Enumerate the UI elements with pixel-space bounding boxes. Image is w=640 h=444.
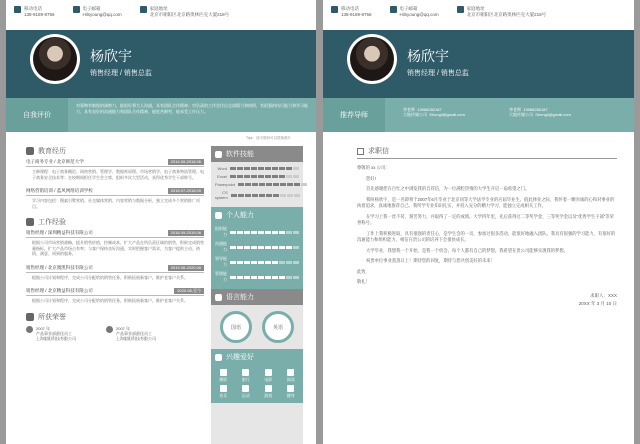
- profile-title: 销售经理 / 销售总监: [407, 70, 469, 77]
- resume-page: [6, 0, 316, 444]
- cover-letter-page: [323, 0, 634, 444]
- language-circle: 国语: [220, 311, 252, 343]
- tips-text: Tips：选中图形可以替换图片: [246, 136, 291, 140]
- hobby-item: 电影: [258, 369, 279, 383]
- cover-letter: [357, 146, 617, 308]
- awards-heading: 所获荣誉: [26, 312, 204, 322]
- self-eval-text: 对事物有敏锐的洞察力，能很好将大人沟通，具有团队合作精神；对负责的工作会付出全部精力和热情，有很强的执行能力和学习能力，具有良好的沟通能力和团队合作精神，能吃苦耐劳，能承受工作压力。: [76, 103, 308, 114]
- work-entry: 销售经理 / 北京精益科技有限公司 2020.08-至今 根据公司计划和程序，完成公司分配给的销售任务，积极拓展新客户，维护老客户关系。: [26, 288, 204, 304]
- trophy-icon: [106, 326, 113, 333]
- software-heading: 软件技能: [211, 146, 303, 162]
- left-column: [26, 146, 204, 341]
- letter-paragraph: 我叫杨欣宇，是一名即将于2007年6月毕业于北京同等大学法学专业的应届毕业生。值此择业之际，我怀着一颗赤诚的心和对事业的执着追求，真诚地推荐自己。我所学专业知识扎实，并投入充分的精力学习，能独立完成相关工作。: [357, 196, 615, 208]
- language-heading: 语言能力: [211, 289, 303, 305]
- awards-list: [26, 326, 204, 341]
- self-eval-label: 自我评价: [6, 98, 68, 132]
- chat-icon: [215, 294, 222, 301]
- book-icon: [287, 369, 294, 376]
- letter-greeting: 尊敬的 xx 公司：: [357, 165, 390, 170]
- letter-paragraph: 首先感谢您在百忙之中浏览我的自荐信，为一位满腔热情的大学生开启一扇希望之门。: [366, 186, 530, 191]
- mentor-label: 推荐导师: [323, 98, 385, 132]
- music-icon: [220, 385, 227, 392]
- work-entry: 销售经理 / 北京澳凯科技有限公司 2019.06-2020.08 根据公司计划和程序，完成公司分配给的销售任务，积极拓展新客户，维护老客户关系。: [26, 265, 204, 281]
- dumbbell-icon: [287, 385, 294, 392]
- contact-phone: 移动电话 138-9189-8756: [14, 6, 55, 18]
- contact-email: 电子邮箱 Hilsyoung@qq.com: [390, 6, 439, 18]
- self-eval-band: [6, 98, 316, 132]
- right-column: [211, 146, 303, 444]
- computer-icon: [215, 151, 222, 158]
- skill-row: Word: [215, 166, 299, 171]
- home-icon: [457, 6, 464, 13]
- run-icon: [242, 385, 249, 392]
- ability-heading: 个人能力: [211, 207, 303, 223]
- skill-row: Powerpoint: [215, 182, 299, 187]
- profile-name: 杨欣宇: [407, 48, 449, 64]
- skill-bar: [230, 246, 299, 249]
- skill-bar: [230, 167, 299, 170]
- header-banner: [6, 30, 316, 98]
- letter-paragraph: 大学毕业，我想我一个开始，是我一个机会。每个人都有自己的梦想，我希望在贵公司能够实现我的梦想。: [366, 247, 568, 253]
- hobby-heading: 兴趣爱好: [211, 349, 303, 365]
- skill-row: CS system: [215, 190, 299, 200]
- hobby-item: 音乐: [213, 385, 234, 399]
- education-heading: 教育经历: [26, 146, 204, 156]
- hobby-item: 健身: [281, 385, 302, 399]
- contact-bar: [6, 0, 316, 30]
- software-skills: [211, 162, 303, 207]
- letter-paragraph: 工作上我积极进取，具有很强的责任心，是学生会的一员，参加过很多活动，能很好地融入团队。我具有很强的学习能力，有很好的沟通能力和组织能力，相信在贵公司的培养下会很快成长。: [357, 230, 616, 242]
- profile-title: 销售经理 / 销售总监: [90, 70, 152, 77]
- mentor-1: 李老师 13966282187 大地传媒公司 Shongli@gmail.com: [403, 107, 465, 117]
- plane-icon: [242, 369, 249, 376]
- contact-phone: 移动电话 138-9189-8756: [331, 6, 372, 18]
- contact-bar: [323, 0, 634, 30]
- document-icon: [357, 148, 364, 155]
- home-icon: [140, 6, 147, 13]
- skill-bar: [230, 261, 299, 264]
- award-item: 2007 年 产品事业部最佳员工 上海毅阳科技有限公司: [106, 326, 156, 341]
- letter-salute: 敬礼！: [357, 279, 370, 284]
- contact-address: 家庭地址 北京市朝阳区北京路奥林匹克大厦218号: [140, 6, 230, 18]
- heart-icon: [215, 354, 222, 361]
- skill-row: 组织能力: [215, 226, 299, 238]
- skill-bar: [230, 231, 299, 234]
- camera-icon: [220, 369, 227, 376]
- gamepad-icon: [265, 385, 272, 392]
- contact-address: 家庭地址 北京市朝阳区北京路奥林匹克大厦218号: [457, 6, 547, 18]
- medal-icon: [26, 313, 34, 321]
- mentor-2: 李老师 13966282187 大地传媒公司 Shongli@gmail.com: [509, 107, 571, 117]
- hobby-grid: [211, 365, 303, 403]
- profile-name: 杨欣宇: [90, 48, 132, 64]
- people-icon: [215, 212, 222, 219]
- skill-bar: [230, 276, 299, 279]
- hobby-item: 游戏: [258, 385, 279, 399]
- ability-skills: [211, 223, 303, 289]
- skill-row: 沟通能力: [215, 241, 299, 253]
- letter-paragraph: 祝贵单位事业蒸蒸日上！期待您的回复，期待与您共创美好的未来！: [366, 258, 495, 263]
- film-icon: [265, 369, 272, 376]
- phone-icon: [331, 6, 338, 13]
- letter-closing: 此致: [357, 268, 366, 274]
- skill-bar: [230, 175, 299, 178]
- contact-email: 电子邮箱 Hilsyoung@qq.com: [73, 6, 122, 18]
- avatar: [30, 34, 80, 84]
- email-icon: [73, 6, 80, 13]
- header-banner: [323, 30, 634, 98]
- education-entry: 网络营销培训 / 蓝风网络培训学校 2018.07-2018.09 学习内容包括：搜索引擎营销、社交媒体营销、内容营销与数据分析，独立完成多个营销推广项目。: [26, 188, 204, 209]
- education-entry: 电子商务专业 / 北京师范大学 2014.09-2018.06 主修课程：电子商务概论、网络营销、管理学、数据库原理、市场营销学、电子商务物流管理、电子商务安全技术等；在校期间担任学生会主席，组织多次大型活动，获得优秀学生干部称号。: [26, 159, 204, 180]
- mentor-band: [323, 98, 634, 132]
- language-circles: [211, 305, 303, 349]
- hobby-item: 旅行: [236, 369, 257, 383]
- language-circle: 英语: [262, 311, 294, 343]
- skill-row: 管理能力: [215, 271, 299, 283]
- email-icon: [390, 6, 397, 13]
- letter-heading: 求职信: [357, 146, 617, 159]
- trophy-icon: [26, 326, 33, 333]
- letter-paragraph: 在学习上我一丝不苟，刻苦努力，并取得了一定的成绩。大学四年里，先后获得过二等奖学金、三等奖学金以及“优秀学生干部”等荣誉称号。: [357, 213, 614, 225]
- work-heading: 工作经验: [26, 217, 204, 227]
- skill-row: 领导能力: [215, 256, 299, 268]
- graduation-cap-icon: [26, 147, 34, 155]
- letter-hello: 您好!: [366, 175, 376, 181]
- letter-signature: 求职人：XXX 20XX 年 3 月 10 日: [578, 292, 617, 306]
- award-item: 2007 年 产品事业部最佳员工 上海毅阳科技有限公司: [26, 326, 76, 341]
- skill-bar: [238, 183, 307, 186]
- skill-bar: [231, 194, 300, 197]
- briefcase-icon: [26, 218, 34, 226]
- hobby-item: 阅读: [281, 369, 302, 383]
- phone-icon: [14, 6, 21, 13]
- work-entry: 销售经理 / 深圳精益科技有限公司 2018.09-2019.06 根据公司市场营销战略，提升销售价值，控制成本，扩大产品在所负责区域的销售，积极完成销售量指标，扩大产品市场占有率；与客户保持良好沟通，实时把握客户需求，为客户提供主动、热情、满意、周到的服务。: [26, 230, 204, 256]
- hobby-item: 摄影: [213, 369, 234, 383]
- skill-row: Excel: [215, 174, 299, 179]
- hobby-item: 运动: [236, 385, 257, 399]
- avatar: [347, 34, 397, 84]
